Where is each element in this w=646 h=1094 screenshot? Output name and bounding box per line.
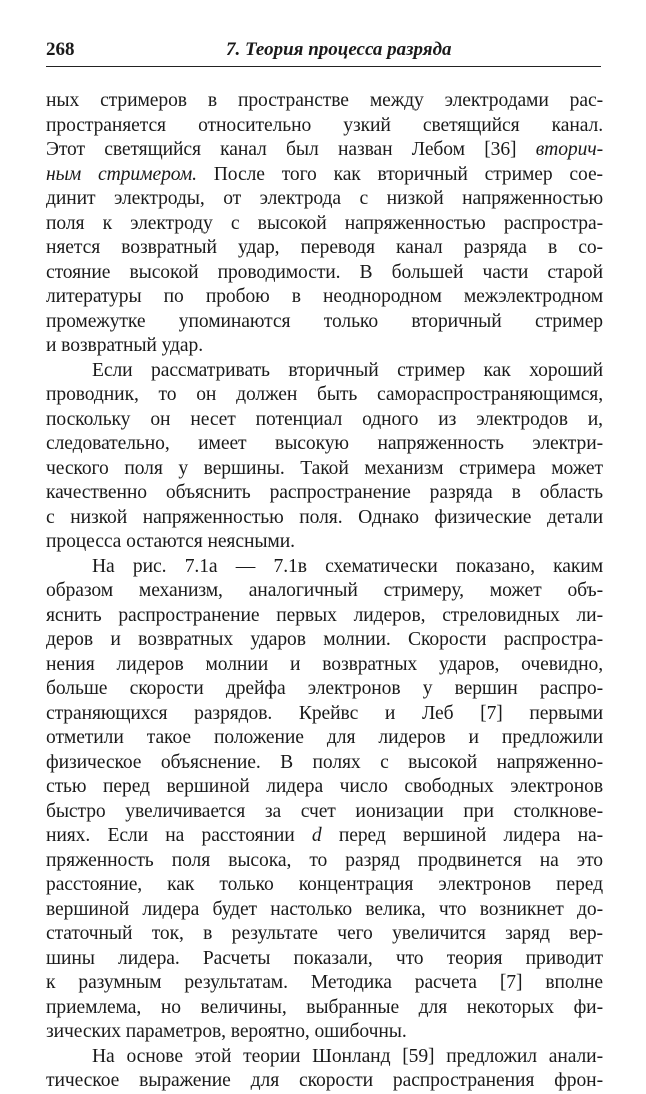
text-line: литературы по пробою в неоднородном межэлектродном	[46, 286, 603, 307]
italic-term: d	[311, 825, 322, 846]
header-rule	[46, 66, 601, 67]
text-line: нения лидеров молнии и возвратных ударов, очевидно,	[46, 653, 603, 675]
text-line: стояние высокой проводимости. В большей части старой	[46, 261, 603, 283]
text-line: отметили такое положение для лидеров и предложили	[46, 727, 603, 748]
text-line: зических параметров, вероятно, ошибочны.	[46, 1021, 407, 1042]
text-line: шины лидера. Расчеты показали, что теория приводит	[46, 947, 603, 969]
text-line: к разумным результатам. Методика расчета [7] вполне	[46, 972, 603, 993]
text-line: тическое выражение для скорости распространения фрон-	[46, 1070, 603, 1091]
text-line: вершиной лидера будет настолько велика, что возникнет до-	[46, 898, 603, 920]
text-line: расстояние, как только концентрация электронов перед	[46, 874, 603, 895]
text-line	[46, 138, 603, 163]
text-line: следовательно, имеет высокую напряженность электри-	[46, 433, 603, 454]
text-line: образом механизм, аналогичный стримеру, может объ-	[46, 580, 603, 601]
text-line: На рис. 7.1а — 7.1в схематически показано, каким	[92, 555, 603, 577]
page-number: 268	[46, 39, 75, 60]
italic-term: вторич-	[535, 139, 603, 160]
text-line: статочный ток, в результате чего увеличится заряд вер-	[46, 923, 603, 944]
text-line: процесса остаются неясными.	[46, 531, 295, 552]
text-line: пряженность поля высока, то разряд продвинется на это	[46, 849, 603, 871]
text-segment: ниях. Если на расстоянии	[46, 825, 312, 846]
italic-term: ным стримером.	[46, 163, 197, 185]
text-line: больше скорости дрейфа электронов у вершин распро-	[46, 678, 603, 699]
text-segment: перед вершиной лидера на-	[321, 825, 603, 846]
text-line: и возвратный удар.	[46, 335, 203, 356]
text-line: физическое объяснение. В полях с высокой напряженно-	[46, 751, 603, 773]
text-line: динит электроды, от электрода с низкой напряженностью	[46, 188, 603, 209]
text-line: промежутке упоминаются только вторичный стример	[46, 310, 603, 332]
text-line: На основе этой теории Шонланд [59] предложил анали-	[92, 1045, 603, 1067]
text-line: с низкой напряженностью поля. Однако физические детали	[46, 506, 603, 528]
text-line: няется возвратный удар, переводя канал разряда в со-	[46, 237, 603, 258]
text-line: качественно объяснить распространение разряда в область	[46, 482, 603, 503]
text-line: ческого поля у вершины. Такой механизм стримера может	[46, 457, 603, 479]
text-line: поля к электроду с высокой напряженностью распростра-	[46, 212, 603, 234]
text-line: проводник, то он должен быть самораспространяющимся,	[46, 384, 603, 405]
text-line: приемлема, но величины, выбранные для некоторых фи-	[46, 996, 603, 1018]
text-line: стью перед вершиной лидера число свободных электронов	[46, 776, 603, 797]
text-line: яснить распространение первых лидеров, стреловидных ли-	[46, 604, 603, 626]
text-segment: Этот светящийся канал был назван Лебом [36]	[46, 139, 536, 160]
page-header	[46, 38, 602, 66]
running-title: 7. Теория процесса разряда	[226, 39, 452, 60]
text-line: деров и возвратных ударов молнии. Скорости распростра-	[46, 629, 603, 650]
text-line	[46, 163, 603, 188]
body-text	[46, 89, 603, 1094]
text-line: Если рассматривать вторичный стример как хороший	[92, 359, 603, 381]
text-line	[46, 824, 603, 849]
text-line: поскольку он несет потенциал одного из электродов и,	[46, 408, 603, 430]
text-line: страняющихся разрядов. Крейвс и Леб [7] первыми	[46, 702, 603, 724]
text-segment: После того как вторичный стример сое-	[196, 163, 603, 185]
text-line: быстро увеличивается за счет ионизации при столкнове-	[46, 800, 603, 822]
text-line: ных стримеров в пространстве между электродами рас-	[46, 90, 603, 111]
text-line: пространяется относительно узкий светящийся канал.	[46, 114, 603, 136]
